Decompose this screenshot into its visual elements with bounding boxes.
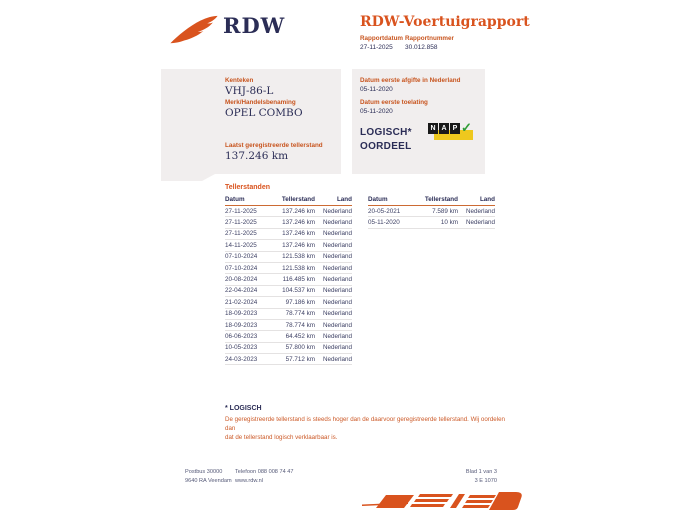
rdw-wordmark: RDW [223,13,286,38]
table-cell: 57.800 km [285,344,315,352]
table-row [368,206,495,217]
table-cell: 137.246 km [282,207,315,215]
footnote-text [225,415,515,442]
table-row [225,343,352,354]
table-cell: 104.537 km [282,287,315,295]
table-cell: 22-04-2024 [225,287,258,295]
table-cell: 21-02-2024 [225,298,258,306]
table-cell: 7.589 km [432,207,458,215]
table-header-row [225,195,352,206]
table-cell: 24-03-2023 [225,355,258,363]
toelating-label: Datum eerste toelating [360,99,428,106]
table-cell: 97.186 km [285,298,315,306]
header-land: Land [336,196,352,203]
table-cell: 07-10-2024 [225,264,258,272]
table-body-right [368,206,495,229]
footer-contact [235,468,293,486]
table-cell: Nederland [322,344,352,352]
table-row [225,309,352,320]
nap-letter-p: P [450,123,460,134]
table-row [225,229,352,240]
afgifte-value: 05-11-2020 [360,86,393,93]
vehicle-panel-tab [161,174,215,181]
kenteken-value: VHJ-86-L [225,85,274,97]
nap-letter-a: A [439,123,449,134]
table-cell: 10-05-2023 [225,344,258,352]
table-cell: 07-10-2024 [225,253,258,261]
table-cell: Nederland [465,207,495,215]
laatste-tellerstand-value: 137.246 km [225,150,289,162]
rapportdatum-label: Rapportdatum [360,35,404,42]
tellerstanden-table-right [368,195,495,229]
footer-page-number: Blad 1 van 3 [465,469,497,475]
table-cell: 137.246 km [282,219,315,227]
table-cell: Nederland [322,264,352,272]
rapportnummer-label: Rapportnummer [405,35,454,42]
nap-check-icon: ✓ [461,120,472,135]
table-cell: 20-05-2021 [368,207,401,215]
table-cell: Nederland [322,355,352,363]
table-row [225,354,352,365]
header-tellerstand: Tellerstand [281,196,315,203]
table-cell: 05-11-2020 [368,219,400,227]
rapportdatum-value: 27-11-2025 [360,44,393,51]
table-cell: 57.712 km [285,355,315,363]
table-cell: 20-08-2024 [225,276,258,284]
table-cell: Nederland [322,287,352,295]
table-cell: Nederland [322,298,352,306]
table-row [368,217,495,228]
table-cell: 06-06-2023 [225,332,258,340]
laatste-tellerstand-label: Laatst geregistreerde tellerstand [225,142,323,149]
table-row [225,331,352,342]
table-cell: 14-11-2025 [225,241,257,249]
table-row [225,217,352,228]
table-cell: 78.774 km [285,310,315,318]
document-title: RDW-Voertuigrapport [360,14,530,30]
footer-phone: Telefoon 088 008 74 47 [235,469,294,475]
table-cell: Nederland [322,276,352,284]
table-cell: Nederland [322,207,352,215]
rdw-stripes-graphic-icon [358,490,523,514]
table-cell: 18-09-2023 [225,321,258,329]
tellerstanden-title: Tellerstanden [225,184,270,191]
table-row [225,240,352,251]
kenteken-label: Kenteken [225,77,254,84]
table-cell: 121.538 km [282,264,315,272]
header-datum: Datum [225,196,245,203]
table-row [225,252,352,263]
nap-letter-n: N [428,123,438,134]
footer-address-line2: 9640 RA Veendam [185,478,232,484]
rdw-logo-icon [168,13,220,47]
toelating-value: 05-11-2020 [360,108,393,115]
footer-website: www.rdw.nl [235,478,263,484]
footer-form-code: 3 E 1070 [474,478,497,484]
nap-logo-icon [428,120,474,142]
footnote-line1: De geregistreerde tellerstand is steeds hoger dan de daarvoor geregistreerde tellerstand. Wij oordelen dan [225,416,505,432]
table-row [225,263,352,274]
table-header-row [368,195,495,206]
footnote-line2: dat de tellerstand logisch verklaarbaar is. [225,434,338,441]
table-cell: 27-11-2025 [225,207,257,215]
footnote-title: * LOGISCH [225,405,262,412]
table-cell: 137.246 km [282,241,315,249]
table-row [225,274,352,285]
merk-label: Merk/Handelsbenaming [225,99,296,106]
table-cell: 78.774 km [285,321,315,329]
table-cell: Nederland [465,219,495,227]
table-cell: Nederland [322,230,352,238]
oordeel-line1: LOGISCH* [360,127,412,138]
table-row [225,297,352,308]
afgifte-label: Datum eerste afgifte in Nederland [360,77,461,84]
header-tellerstand: Tellerstand [424,196,458,203]
table-cell: 137.246 km [282,230,315,238]
table-cell: Nederland [322,321,352,329]
table-body-left [225,206,352,365]
footer-address-line1: Postbus 30000 [185,469,223,475]
footer-page-info [397,468,497,486]
oordeel-line2: OORDEEL [360,140,412,152]
table-cell: 121.538 km [282,253,315,261]
footer-address [185,468,232,486]
table-cell: Nederland [322,332,352,340]
table-cell: Nederland [322,241,352,249]
header-datum: Datum [368,196,388,203]
table-row [225,206,352,217]
table-cell: 116.485 km [282,276,315,284]
table-cell: 10 km [440,219,458,227]
table-cell: 27-11-2025 [225,219,257,227]
table-cell: 64.452 km [285,332,315,340]
oordeel-text [360,126,412,153]
rapportnummer-value: 30.012.858 [405,44,438,51]
header-land: Land [479,196,495,203]
merk-value: OPEL COMBO [225,107,303,119]
table-cell: Nederland [322,253,352,261]
table-row [225,286,352,297]
tellerstanden-table-left [225,195,352,365]
table-cell: 27-11-2025 [225,230,257,238]
table-row [225,320,352,331]
table-cell: Nederland [322,219,352,227]
table-cell: 18-09-2023 [225,310,258,318]
table-cell: Nederland [322,310,352,318]
